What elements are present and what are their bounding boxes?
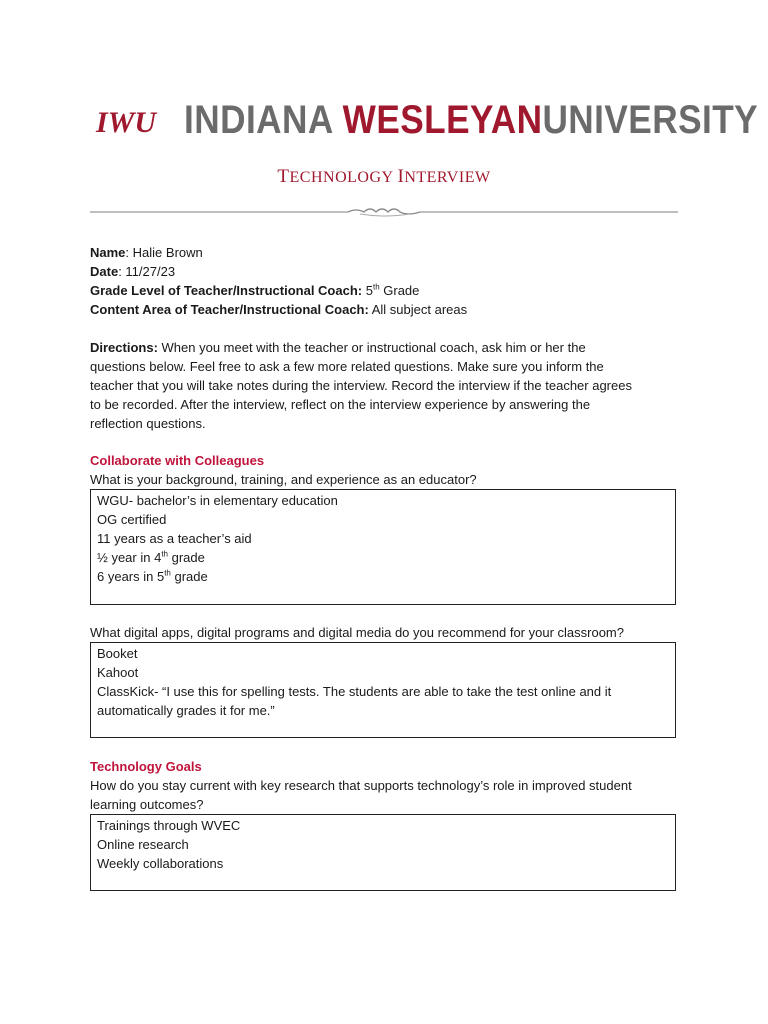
date-label: Date (90, 264, 119, 279)
directions-line-2: questions below. Feel free to ask a few more related questions. Make sure you inform the (90, 359, 604, 374)
directions-line-4: to be recorded. After the interview, reflect on the interview experience by answering the (90, 397, 591, 412)
directions-label: Directions: (90, 340, 158, 355)
question-background: What is your background, training, and experience as an educator? (90, 472, 477, 487)
decorative-divider (90, 204, 678, 220)
answer-line: Kahoot (97, 665, 139, 680)
answer-box-research (90, 814, 676, 891)
answer-line: 6 years in 5th grade (97, 568, 208, 584)
name-value: Halie Brown (132, 245, 203, 260)
answer-line: ½ year in 4th grade (97, 549, 205, 565)
document-title (0, 166, 768, 188)
content-area-value: All subject areas (371, 302, 468, 317)
answer-line: Weekly collaborations (97, 856, 224, 871)
directions-line-5: reflection questions. (90, 416, 206, 431)
question-research (90, 776, 680, 814)
directions-line-1: When you meet with the teacher or instructional coach, ask him or her the (157, 340, 586, 355)
date-field: Date: 11/27/23 (90, 264, 176, 279)
question-digital-apps: What digital apps, digital programs and digital media do you recommend for your classroom? (90, 625, 624, 640)
grade-value-sup: th (372, 282, 380, 292)
question-line-1: How do you stay current with key research that supports technology’s role in improved student (90, 778, 632, 793)
answer-line: Online research (97, 837, 189, 852)
answer-line: Trainings through WVEC (97, 818, 241, 833)
directions-paragraph (90, 338, 680, 433)
content-area-field (90, 300, 680, 319)
grade-label: Grade Level of Teacher/Instructional Coach: (90, 283, 363, 298)
question-line-2: learning outcomes? (90, 797, 204, 812)
grade-field (90, 281, 680, 300)
university-word-wesleyan: WESLEYAN (342, 98, 543, 142)
directions-line-3: teacher that you will take notes during the interview. Record the interview if the teacher agrees (90, 378, 632, 393)
answer-line: Booket (97, 646, 138, 661)
iwu-logo-mark-text: IWU (96, 106, 157, 139)
answer-box-background (90, 489, 676, 605)
answer-box-digital-apps (90, 642, 676, 738)
title-rest-2: NTERVIEW (404, 169, 491, 186)
university-name (184, 100, 758, 140)
answer-line: WGU- bachelor’s in elementary education (97, 493, 338, 508)
answer-line: OG certified (97, 512, 167, 527)
title-letter-i: I (397, 166, 405, 187)
university-word-university: UNIVERSITY (542, 98, 759, 142)
answer-line: 11 years as a teacher’s aid (97, 531, 252, 546)
date-value: 11/27/23 (125, 264, 176, 279)
grade-value-num: 5 (365, 283, 373, 298)
answer-line: ClassKick- “I use this for spelling tests. The students are able to take the test online and it (97, 684, 612, 699)
iwu-logo-mark (92, 100, 162, 140)
section-heading-collaborate: Collaborate with Colleagues (90, 453, 265, 468)
university-word-indiana: INDIANA (184, 98, 333, 142)
university-logo (92, 92, 759, 148)
name-field: Name: Halie Brown (90, 245, 203, 260)
answer-line: automatically grades it for me.” (97, 703, 275, 718)
section-heading-technology-goals: Technology Goals (90, 759, 202, 774)
title-rest-1: ECHNOLOGY (289, 169, 393, 186)
grade-value-word: Grade (383, 283, 420, 298)
title-letter-t: T (277, 166, 290, 187)
content-area-label: Content Area of Teacher/Instructional Coach: (90, 302, 369, 317)
name-label: Name (90, 245, 126, 260)
